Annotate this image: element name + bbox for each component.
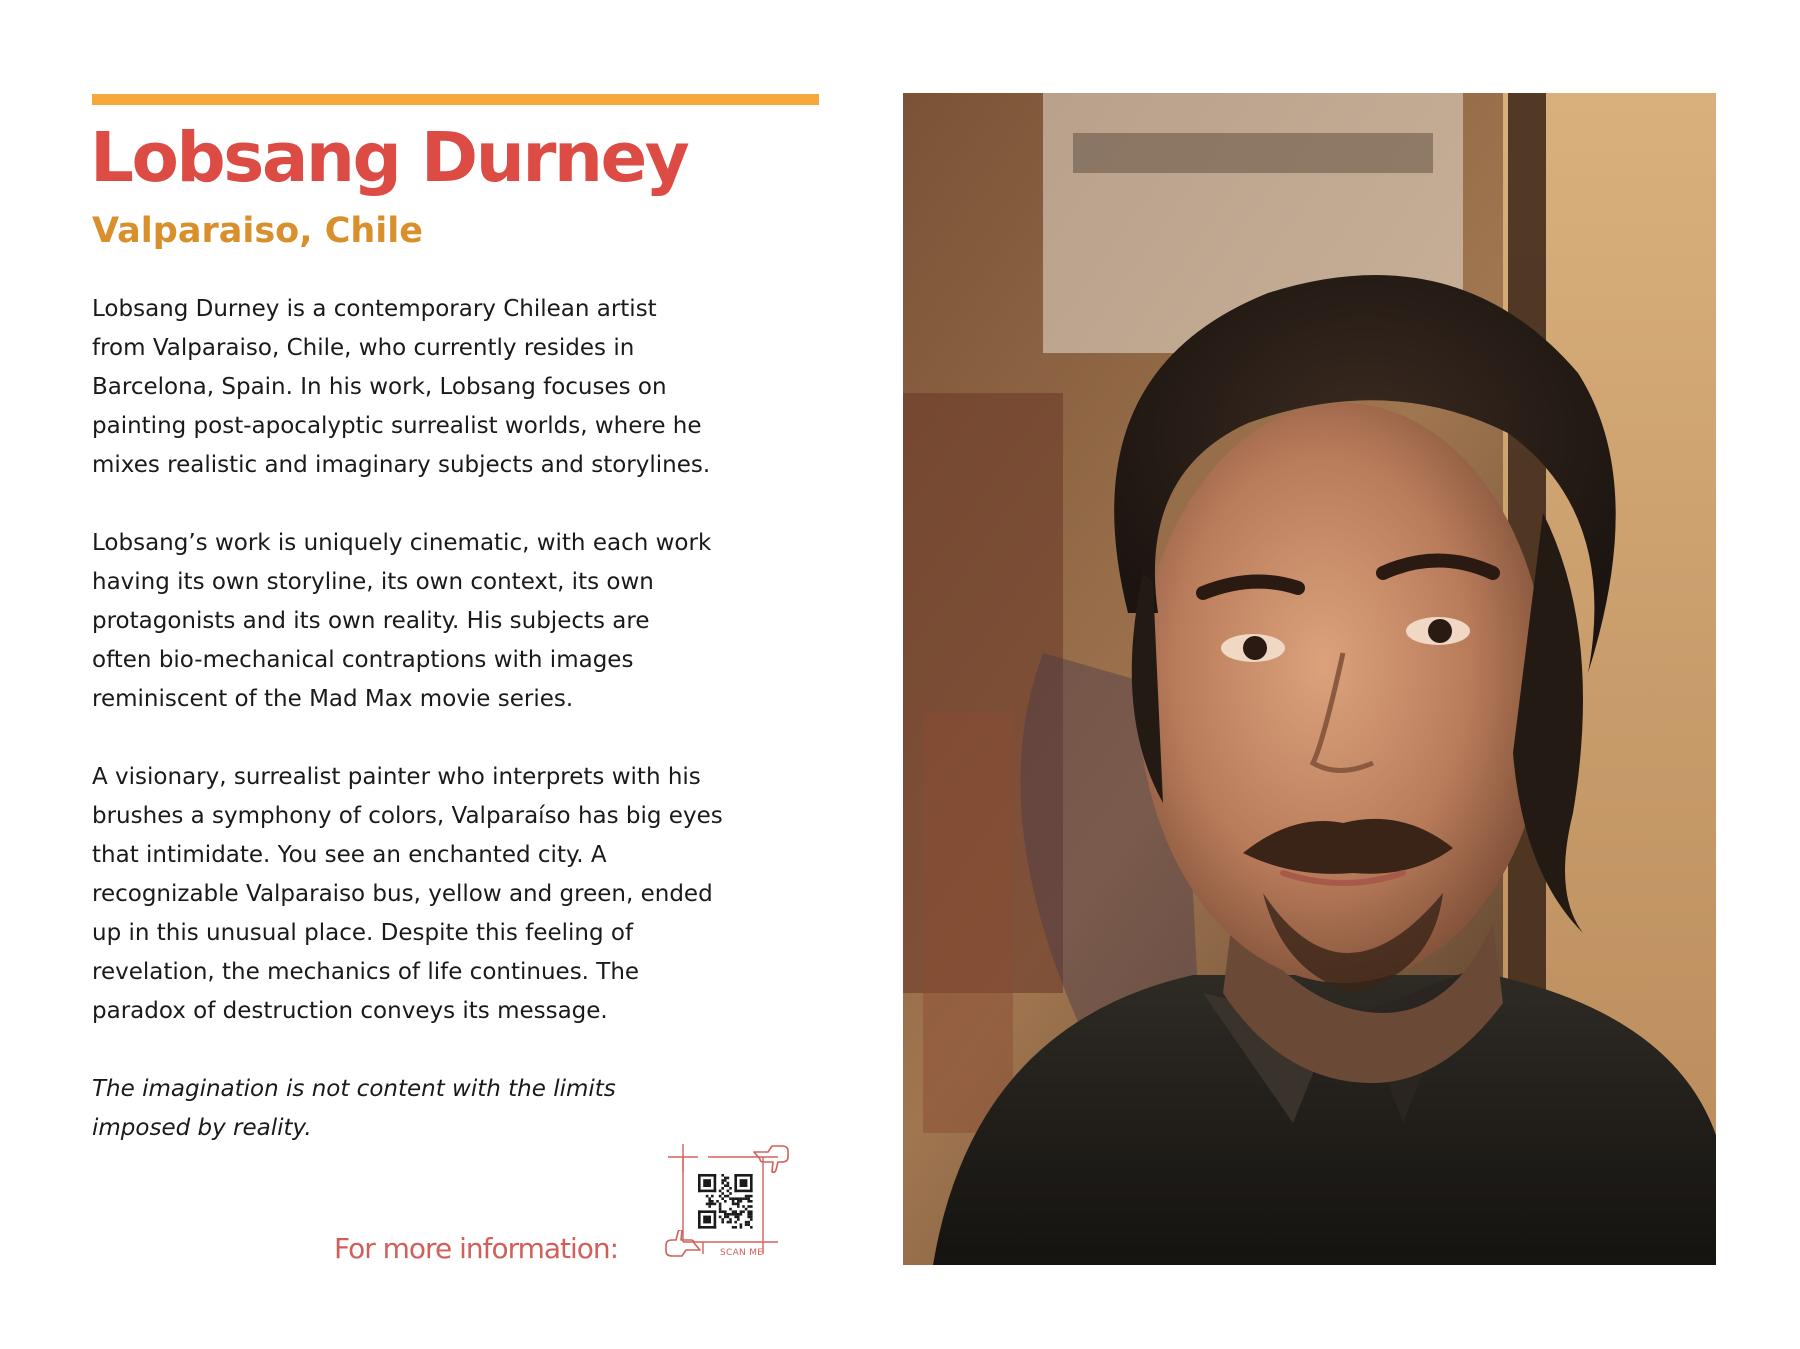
artist-quote: The imagination is not content with the limits imposed by reality. — [92, 1076, 616, 1141]
bio-paragraph: A visionary, surrealist painter who interprets with his brushes a symphony of colors, Valparaíso has big eyes that intimidate. You see an enchanted city. A recognizable Valparaiso bus, yellow and green, ended up in this unusual place. Despite this feeling of revelation, the mechanics of life continues. The paradox of destruction conveys its message. — [92, 764, 723, 1024]
qr-code-box[interactable] — [668, 1142, 794, 1264]
artist-bio — [92, 290, 812, 1148]
scan-me-label: SCAN ME — [720, 1248, 764, 1258]
more-info-label: For more information: — [334, 1232, 619, 1265]
portrait-photo — [903, 93, 1716, 1265]
artist-location: Valparaiso, Chile — [92, 211, 424, 251]
bio-paragraph: Lobsang Durney is a contemporary Chilean artist from Valparaiso, Chile, who currently resides in Barcelona, Spain. In his work, Lobsang focuses on painting post-apocalyptic surrealist worlds, where he mixes realistic and imaginary subjects and storylines. — [92, 296, 711, 478]
artist-portrait — [903, 93, 1716, 1265]
pointing-hand-icon — [660, 1230, 704, 1264]
accent-bar — [92, 94, 819, 105]
artist-name: Lobsang Durney — [90, 118, 688, 198]
pointing-hand-icon — [750, 1142, 794, 1176]
bio-paragraph: Lobsang’s work is uniquely cinematic, with each work having its own storyline, its own context, its own protagonists and its own reality. His subjects are often bio-mechanical contraptions with images reminiscent of the Mad Max movie series. — [92, 530, 712, 712]
